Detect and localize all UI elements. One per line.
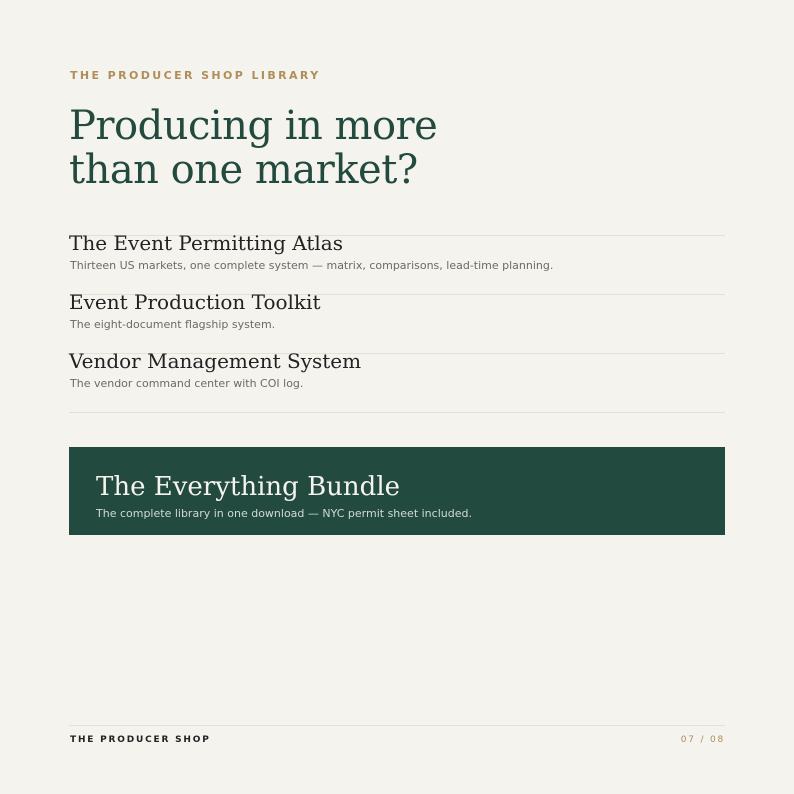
product-description: Thirteen US markets, one complete system — matrix, comparisons, lead-time planning.	[70, 259, 554, 272]
footer-divider	[69, 725, 725, 726]
bundle-title: The Everything Bundle	[96, 472, 401, 502]
footer-brand: THE PRODUCER SHOP	[70, 735, 211, 745]
product-list	[69, 231, 725, 414]
product-item-production-toolkit[interactable]	[69, 290, 725, 353]
product-title: Event Production Toolkit	[69, 290, 321, 314]
bundle-description: The complete library in one download — NYC permit sheet included.	[96, 507, 472, 520]
product-item-vendor-management[interactable]	[69, 349, 725, 412]
page-number: 07 / 08	[680, 735, 725, 745]
product-item-permitting-atlas[interactable]	[69, 231, 725, 294]
eyebrow-label: THE PRODUCER SHOP LIBRARY	[70, 69, 321, 82]
page-title: Producing in more than one market?	[69, 103, 438, 193]
product-description: The vendor command center with COI log.	[70, 377, 304, 390]
product-title: The Event Permitting Atlas	[69, 231, 343, 255]
product-description: The eight-document flagship system.	[70, 318, 276, 331]
product-title: Vendor Management System	[69, 349, 362, 373]
bundle-card[interactable]	[69, 447, 725, 535]
list-divider	[69, 412, 725, 414]
